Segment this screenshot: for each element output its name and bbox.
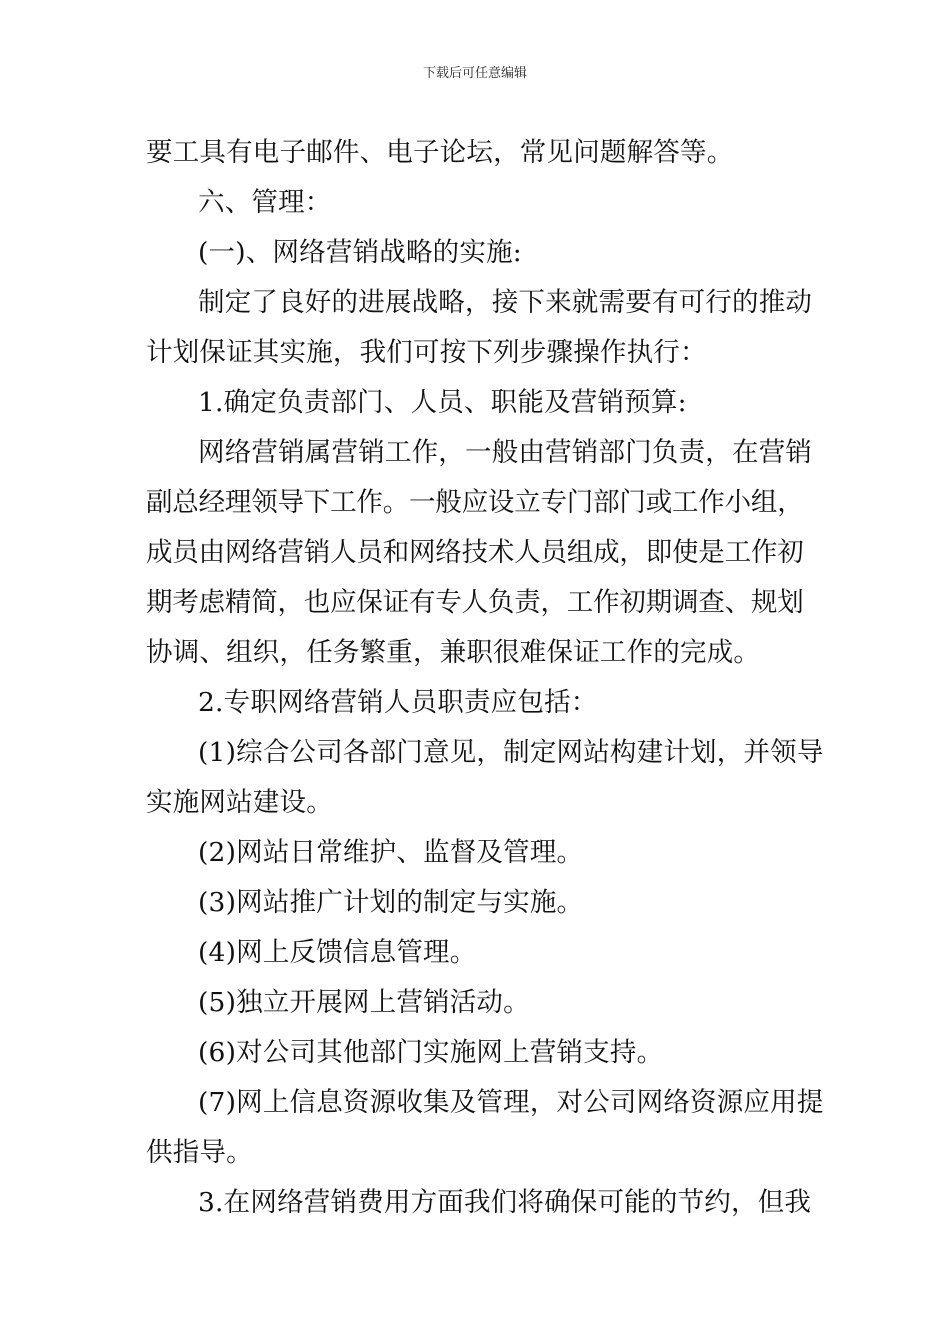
document-body <box>146 128 824 1228</box>
page-header: 下载后可任意编辑 <box>422 66 527 81</box>
paragraph-line: 网络营销属营销工作，一般由营销部门负责，在营销 <box>198 437 813 468</box>
paragraph-line: 期考虑精简，也应保证有专人负责，工作初期调查、规划 <box>146 587 804 618</box>
list-item: (3)网站推广计划的制定与实施。 <box>198 887 584 918</box>
list-item: (7)网上信息资源收集及管理，对公司网络资源应用提 <box>198 1087 824 1118</box>
paragraph-line: 制定了良好的进展战略，接下来就需要有可行的推动 <box>198 287 813 318</box>
list-item: (2)网站日常维护、监督及管理。 <box>198 837 584 868</box>
subsection-heading: (一)、网络营销战略的实施: <box>198 237 522 268</box>
section-heading: 六、管理： <box>198 187 332 218</box>
list-item: (6)对公司其他部门实施网上营销支持。 <box>198 1037 664 1068</box>
paragraph-line: 成员由网络营销人员和网络技术人员组成，即使是工作初 <box>146 537 804 568</box>
list-item: (4)网上反馈信息管理。 <box>198 937 477 968</box>
list-item: (1)综合公司各部门意见，制定网站构建计划，并领导 <box>198 737 824 768</box>
paragraph-line: 副总经理领导下工作。一般应设立专门部门或工作小组， <box>146 487 804 518</box>
paragraph-line: 要工具有电子邮件、电子论坛，常见问题解答等。 <box>146 137 734 168</box>
paragraph-line: 计划保证其实施，我们可按下列步骤操作执行： <box>146 337 707 368</box>
paragraph-line: 协调、组织，任务繁重，兼职很难保证工作的完成。 <box>146 637 761 668</box>
numbered-heading: 1.确定负责部门、人员、职能及营销预算: <box>198 387 687 418</box>
list-item-continuation: 实施网站建设。 <box>146 787 333 818</box>
list-item-continuation: 供指导。 <box>146 1137 253 1168</box>
list-item: (5)独立开展网上营销活动。 <box>198 987 530 1018</box>
numbered-heading: 2.专职网络营销人员职责应包括： <box>198 687 598 718</box>
numbered-heading: 3.在网络营销费用方面我们将确保可能的节约，但我 <box>198 1187 812 1218</box>
